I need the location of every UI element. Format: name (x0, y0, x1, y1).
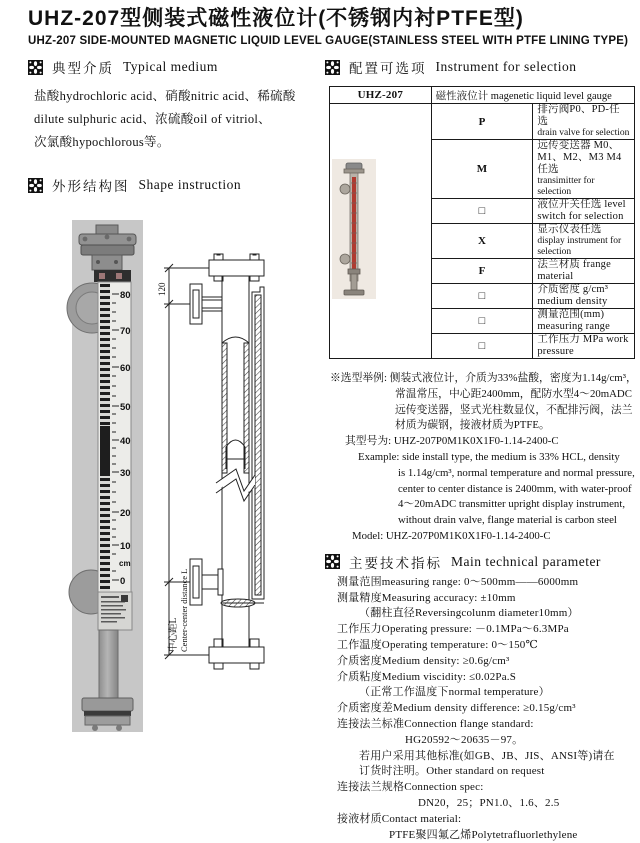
option-desc-en: drain valve for selection (537, 128, 630, 138)
dim-120-label: 120 (157, 282, 167, 296)
tech-line: 测量范围measuring range: 0～500mm——6000mm (337, 575, 579, 588)
model-cell: UHZ-207 (330, 87, 432, 104)
tech-heading-cn: 主要技术指标 (349, 555, 442, 571)
selection-example (325, 371, 638, 545)
option-code: □ (431, 334, 533, 359)
scale-label: 40 (120, 436, 131, 447)
scale-label: 10 (120, 541, 131, 552)
right-column (325, 58, 638, 843)
scale-label: 20 (120, 508, 131, 519)
medium-line: dilute sulphuric acid、浓硫酸oil of vitriol、 (34, 112, 271, 126)
scale-label: cm (119, 559, 131, 568)
option-code: M (431, 140, 533, 199)
option-desc-cn: 法兰材质 frange material (537, 259, 611, 282)
section-stamp-icon (325, 554, 340, 569)
medium-line: 次氯酸hypochlorous等。 (34, 135, 170, 149)
selection-heading (325, 58, 638, 76)
section-stamp-icon (28, 178, 43, 193)
center-distance-label-en: Center-center distance L (179, 568, 189, 652)
scale-label: 60 (120, 363, 131, 374)
option-desc-cn: 远传变送器 M0、M1、M2、M3 M4任选 (537, 140, 622, 175)
example-line: 材质为碳钢，接液材质为PTFE。 (395, 419, 550, 432)
tech-line: （翻柱直径Reversingcolunm diameter10mm） (359, 607, 579, 620)
gauge-photo (72, 220, 143, 732)
tech-line: HG20592～20635－97。 (405, 733, 524, 746)
example-line: is 1.14g/cm³, normal temperature and normal pressure, (398, 466, 635, 479)
tech-line: 工作压力Operating pressure: －0.1MPa～6.3MPa (337, 623, 569, 636)
option-desc-cn: 排污阀P0、PD-任选 (537, 104, 620, 127)
scale-label: 0 (120, 576, 126, 587)
option-desc-cn: 液位开关任选 level switch for selection (537, 199, 626, 222)
typical-medium-text (34, 85, 320, 154)
tech-heading-en: Main technical parameter (451, 553, 601, 569)
option-code: □ (431, 284, 533, 309)
section-stamp-icon (325, 60, 340, 75)
example-model-line: 其型号为: UHZ-207P0M1K0X1F0-1.14-2400-C (345, 435, 559, 448)
tech-line: 介质密度Medium density: ≥0.6g/cm³ (337, 654, 510, 667)
flipper-column (100, 283, 110, 591)
selection-heading-cn: 配置可选项 (349, 61, 427, 76)
typical-medium-heading (28, 58, 320, 76)
option-code: P (431, 104, 533, 140)
shape-heading-cn: 外形结构图 (52, 179, 130, 194)
selection-table (329, 86, 635, 359)
gauge-drawing (152, 247, 314, 695)
medium-line: 盐酸hydrochloric acid、硝酸nitric acid、稀硫酸 (34, 89, 296, 103)
example-line: without drain valve, flange material is carbon steel (398, 514, 617, 527)
option-desc-en: display instrument for selection (537, 236, 622, 257)
page-header (28, 2, 628, 47)
tech-line: 若用户采用其他标准(如GB、JB、JIS、ANSI等)请在 (359, 749, 615, 762)
section-stamp-icon (28, 60, 43, 75)
tech-line: 接液材质Contact material: (337, 812, 462, 825)
option-desc-cn: 工作压力 MPa work pressure (537, 334, 629, 357)
shape-figures (28, 194, 320, 714)
page-subtitle: UHZ-207 SIDE-MOUNTED MAGNETIC LIQUID LEVEL GAUGE(STAINLESS STEEL WITH PTFE LINING TYPE) (28, 35, 629, 47)
option-desc-cn: 介质密度 g/cm³ medium density (537, 284, 609, 307)
example-line: center to center distance is 2400mm, with water-proof (398, 482, 632, 495)
option-desc-cn: 显示仪表任选 (537, 224, 602, 235)
option-code: X (431, 224, 533, 259)
tech-line: 介质密度差Medium density difference: ≥0.15g/cm³ (337, 702, 576, 715)
tech-line: PTFE聚四氟乙烯Polytetrafluorlethylene (389, 828, 578, 841)
shape-heading-en: Shape instruction (138, 177, 242, 192)
tech-parameters (325, 575, 638, 843)
example-line: 远传变送器，竖式光柱数显仪，不配排污阀，法兰 (395, 403, 633, 416)
option-desc-cn: 测量范围(mm) measuring range (537, 309, 610, 332)
center-distance-label-cn: 中心距L (169, 617, 179, 652)
page-title: UHZ-207型侧装式磁性液位计(不锈钢内衬PTFE型) (28, 7, 524, 30)
typical-medium-heading-cn: 典型介质 (52, 61, 114, 76)
tech-line: 工作温度Operating temperature: 0～150℃ (337, 638, 538, 651)
tech-line: 介质粘度Medium viscidity: ≤0.02Pa.S (337, 670, 517, 683)
option-code: □ (431, 309, 533, 334)
tech-line: 连接法兰规格Connection spec: (337, 781, 484, 794)
scale-label: 50 (120, 402, 131, 413)
scale-label: 70 (120, 326, 131, 337)
model-desc-cell: 磁性液位计 magenetic liquid level gauge (431, 87, 634, 104)
tech-line: 订货时注明。Other standard on request (359, 765, 545, 778)
option-code: □ (431, 199, 533, 224)
shape-heading (28, 176, 320, 194)
scale-label: 30 (120, 468, 131, 479)
scale-label: 80 (120, 290, 131, 301)
example-line: Example: side install type, the medium is 33% HCL, density (358, 450, 620, 463)
tech-heading (325, 553, 638, 571)
selection-heading-en: Instrument for selection (435, 59, 577, 74)
example-line: 4～20mADC transmitter upright display instrument, (398, 498, 626, 511)
typical-medium-heading-en: Typical medium (123, 59, 218, 74)
tech-line: 测量精度Measuring accuracy: ±10mm (337, 591, 516, 604)
option-desc-en: transimitter for selection (537, 176, 595, 197)
left-column (28, 58, 320, 714)
tech-line: （正常工作温度下normal temperature） (359, 686, 550, 699)
option-code: F (431, 259, 533, 284)
tech-line: 连接法兰标准Connection flange standard: (337, 717, 534, 730)
example-line: 常温常压，中心距2400mm，配防水型4～20mADC (395, 387, 632, 400)
tech-line: DN20，25；PN1.0、1.6、2.5 (418, 796, 560, 809)
example-model-line: Model: UHZ-207P0M1K0X1F0-1.14-2400-C (352, 529, 551, 542)
gauge-thumbnail (330, 104, 432, 359)
example-line: ※选型举例: 侧装式液位计，介质为33%盐酸，密度为1.14g/cm³， (330, 372, 637, 384)
